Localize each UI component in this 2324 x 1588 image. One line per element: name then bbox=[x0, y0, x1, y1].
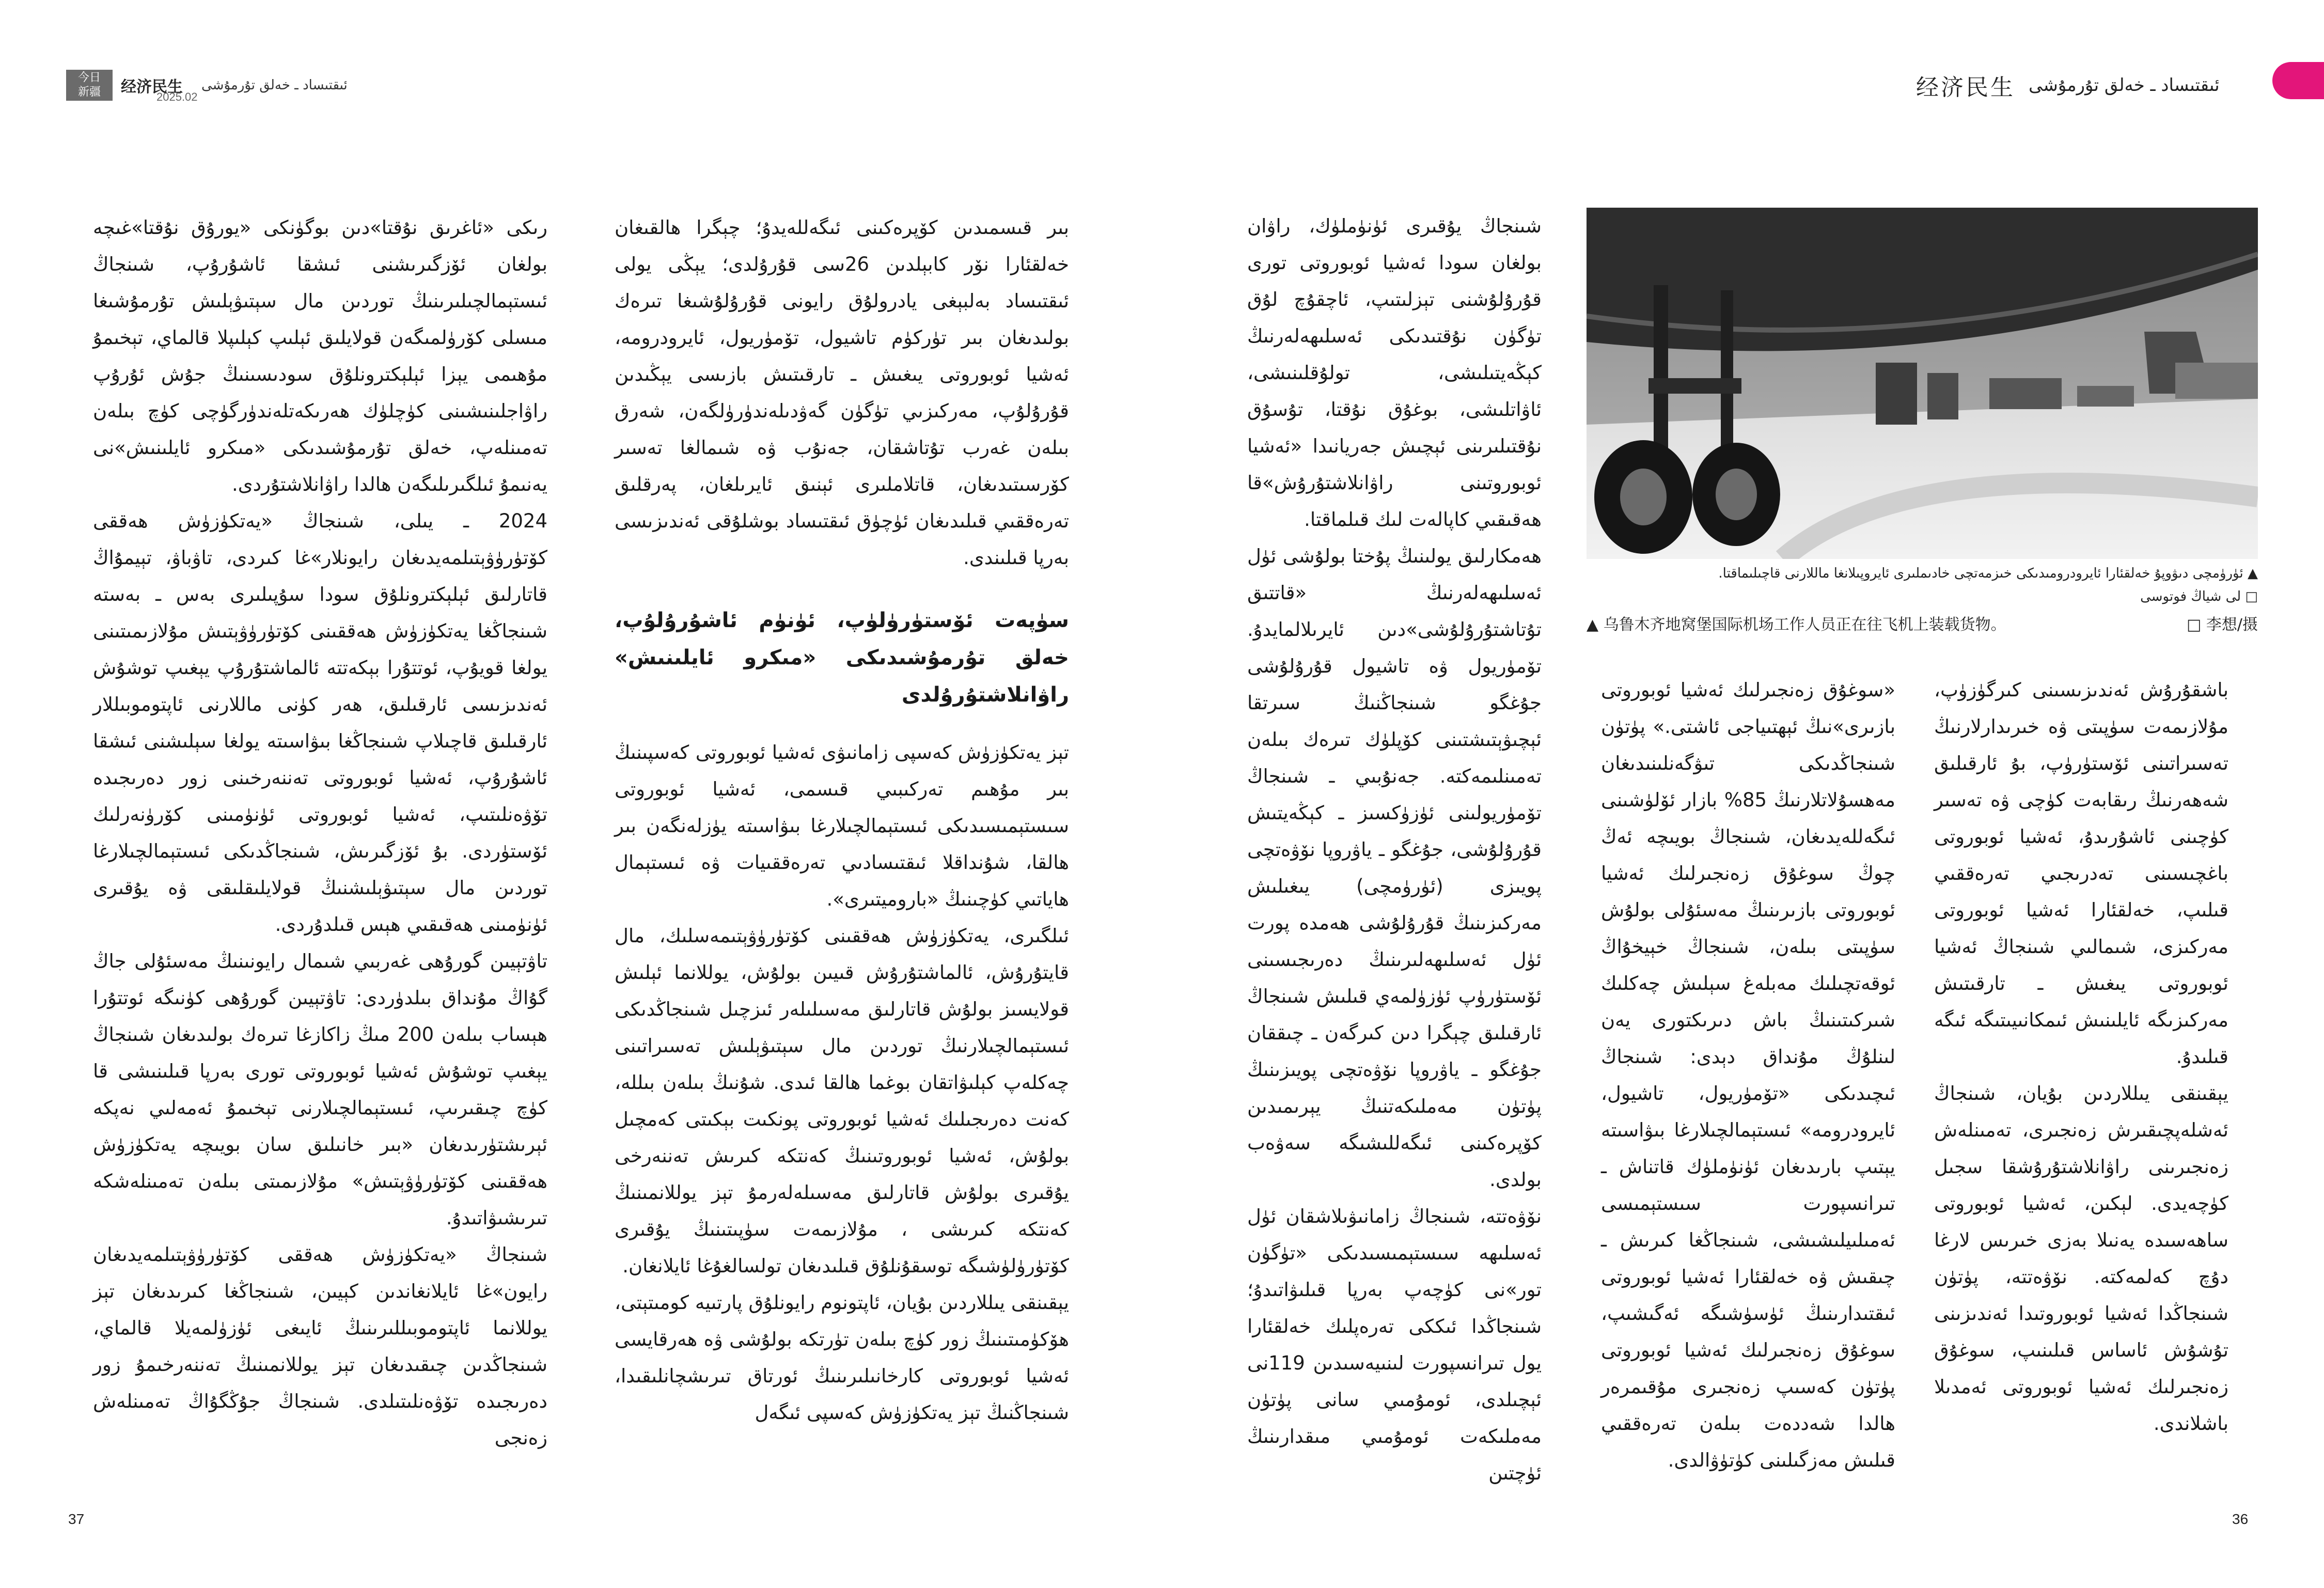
paragraph: 2024 ـ يىلى، شىنجاڭ «يەتكۈزۈش ھەققى كۆتۈرۈۋېتىلمەيدىغان رايونلار»غا كىردى، تاۋباۋ، تېيمۇاڭ قاتارلىق ئېلېكترونلۇق سودا سۇپىلىرى بەس ـ بەستە شىنجاڭغا يەتكۈزۈش ھەققىنى كۆتۈرۈۋېتىش مۇلازىمىتىنى يولغا قويۇپ، ئوتتۇرا بېكەتتە ئالماشتۇرۇپ يېغىپ توشۇش ئەندىزىسى ئارقىلىق، ھەر كۈنى ماللارنى ئاپتوموبىللار ئارقىلىق قاچىلاپ شىنجاڭغا بىۋاسىتە يولغا سېلىشنى ئىشقا ئاشۇرۇپ، ئەشيا ئوبوروتى تەننەرخىنى زور دەرىجىدە تۆۋەنلىتىپ، ئەشيا ئوبوروتى ئۈنۈمىنى كۆرۈنەرلىك ئۆستۈردى. بۇ ئۆزگىرىش، شىنجاڭدىكى ئىستېمالچىلارغا توردىن مال سېتىۋېلىشنىڭ قولايلىقلىقى ۋە يۇقىرى ئۈنۈمىنى ھەقىقىي ھېس قىلدۇردى. bbox=[93, 510, 547, 936]
paragraph: تاۋتېيىن گورۇھى غەربىي شىمال رايونىنىڭ مەسئۇلى جاڭ گۇاڭ مۇنداق بىلدۈردى: تاۋتېيىن گورۇھى كۈنىگە ئوتتۇرا ھېساب بىلەن 200 مىڭ زاكازغا تىرەك بولىدىغان شىنجاڭ يېغىپ توشۇش ئەشيا ئوبوروتى تورى بەرپا قىلىنىشى قا كۈچ چىقىرىپ، ئىستېمالچىلارنى تېخىمۇ ئەمەلىي نەپكە ئېرىشتۈرىدىغان «بىر خانىلىق سان بويىچە يەتكۈزۈش ھەققىنى كۆتۈرۈۋېتىش» مۇلازىمىتى بىلەن تەمىنلەشكە تىرىشىۋاتىدۇ. bbox=[93, 950, 547, 1229]
paragraph: نۆۋەتتە، شىنجاڭ زامانىۋىلاشقان ئۈل ئەسلىھە سىستېمىسىدىكى «تۈگۈن تور»نى كۈچەپ بەرپا قىلىۋاتىدۇ؛ شىنجاڭدا ئىككى تەرەپلىك خەلقئارا يول تىرانسپورت لىنىيەسىدىن 119نى ئېچىلدى، ئومۇمىي سانى پۈتۈن مەملىكەت ئومۇمىي مىقدارىنىڭ ئۈچتىن bbox=[1247, 1205, 1542, 1484]
magazine-logo-line2: 新疆 bbox=[77, 86, 101, 99]
paragraph: ئىلگىرى، يەتكۈزۈش ھەققىنى كۆتۈرۈۋېتىمەسلىك، مال قايتۇرۇش، ئالماشتۇرۇش قىيىن بولۇش، يوللانما ئېلىش قولايسىز بولۇش قاتارلىق مەسىلىلەر ئىزچىل شىنجاڭدىكى ئىستېمالچىلارنىڭ توردىن مال سېتىۋېلىش تەسىراتىنى چەكلەپ كېلىۋاتقان بوغما ھالقا ئىدى. شۇنىڭ بىلەن بىللە، كەنت دەرىجىلىك ئەشيا ئوبوروتى پونكىت بېكىتى كەمچىل بولۇش، ئەشيا ئوبوروتىنىڭ كەنتكە كىرىش تەننەرخى يۇقىرى بولۇش قاتارلىق مەسىلەلەرمۇ تېز يوللانمىنىڭ كەنتكە كىرىشى ، مۇلازىمەت سۈپىتىنىڭ يۇقىرى كۆتۈرۈلۈشىگە توسقۇنلۇق قىلىدىغان تولسالغۇغا ئايلانغان. bbox=[615, 925, 1069, 1277]
paragraph: باشقۇرۇش ئەندىزىسىنى كىرگۈزۈپ، مۇلازىمەت سۈپىتى ۋە خىرىدارلارنىڭ تەسىراتىنى ئۆستۈرۈپ، بۇ ئارقىلىق شەھەرنىڭ رىقابەت كۈچى ۋە تەسىر كۈچىنى ئاشۇرىدۇ، ئەشيا ئوبوروتى باغچىسىنى تەدرىجىي تەرەققىي قىلىپ، خەلقئارا ئەشيا ئوبوروتى مەركىزى، شىمالىي شىنجاڭ ئەشيا ئوبوروتى يىغىش ـ تارقىتىش مەركىزىگە ئايلىنىش ئىمكانىيىتىگە ئىگە قىلىدۇ. bbox=[1934, 679, 2228, 1068]
paragraph: يېقىنقى يىللاردىن بۇيان، شىنجاڭ ئەشلەپچىقىرش زەنجىرى، تەمىنلەش زەنجىرىنى راۋانلاشتۇرۇشقا سجىل كۈچەيدى. لېكىن، ئەشيا ئوبوروتى ساھەسىدە يەنىلا بەزى خىرىس لارغا دۇچ كەلمەكتە. نۆۋەتتە، پۈتۈن شىنجاڭدا ئەشيا ئوبوروتىدا ئەندىزىنى تۇشۇش ئاساس قىلىنىپ، سوغۇق زەنجىرلىك ئەشيا ئوبوروتى ئەمدىلا باشلاندى. bbox=[1934, 1082, 2228, 1435]
airport-cargo-photo bbox=[1587, 208, 2258, 559]
left-page-column-1 bbox=[615, 209, 1069, 1431]
right-page-column-3 bbox=[1934, 672, 2228, 1442]
paragraph: بىر قىسمىدىن كۆپرەكىنى ئىگەللەيدۇ؛ چېگرا ھالقىغان خەلقئارا نۆر كابېلدىن 26سى قۇرۇلدى؛ يېڭى يولى ئىقتىساد بەلبېغى يادرولۇق رايونى قۇرۇلۇشىغا تىرەك بولىدىغان بىر تۈركۈم تاشيول، تۆمۈريول، ئايرودرومە، ئەشيا ئوبوروتى يىغىش ـ تارقىتىش بازىسى يېڭىدىن قۇرۇلۇپ، مەركىزىي تۈگۈن گەۋدىلەندۈرۈلگەن، شەرق بىلەن غەرب تۇتاشقان، جەنۇب ۋە شىمالغا تەسىر كۆرسىتىدىغان، قاتلاملىرى ئېنىق ئايرىلغان، پەرقلىق تەرەققىي قىلىدىغان ئۈچۈق ئىقتىساد بوشلۇقى ئەندىزىسى بەرپا قىلىندى. bbox=[615, 216, 1069, 569]
paragraph: شىنجاڭ يۇقىرى ئۈنۈملۈك، راۋان بولغان سودا ئەشيا ئوبوروتى تورى قۇرۇلۇشنى تېزلىتىپ، ئاچقۇچ لۇق تۈگۈن نۇقتىدىكى ئەسلىھەلەرنىڭ كېڭەيتىلىشى، تولۇقلىنىشى، ئاۋاتلىشى، بوغۇق نۇقتا، تۇسۇق نۇقتىلىرىنى ئېچىش جەريانىدا «ئەشيا ئوبوروتىنى راۋانلاشتۇرۇش»قا ھەقىقىي كاپالەت لىك قىلماقتا. bbox=[1247, 215, 1542, 531]
left-page-column-2 bbox=[93, 209, 547, 1456]
paragraph: «سوغۇق زەنجىرلىك ئەشيا ئوبوروتى بازىرى»نىڭ ئېھتىياجى ئاشتى.» پۈتۈن شىنجاڭدىكى تىۋگەنلىنىدىغان مەھسۇلاتلارنىڭ 85% بازار ئۆلۈشىنى ئىگەللەيدىغان، شىنجاڭ بويىچە ئەڭ چوڭ سوغۇق زەنجىرلىك ئەشيا ئوبوروتى بازىرىنىڭ مەسئۇلى بولۇش سۈپىتى بىلەن، شىنجاڭ خېيخۇاڭ ئوقەتچىلىك مەبلەغ سېلىش چەكلىك شىركىتىنىڭ باش دىرىكتورى يەن لىنلۇڭ مۇنداق دېدى: شىنجاڭ ئىچىدىكى «تۆمۈريول، تاشيول، ئايرودرومە» ئىستېمالچىلارغا بىۋاسىتە يېتىپ بارىدىغان ئۈنۈملۈك قاتناش ـ تىرانسپورت سىستېمىسى ئەمىلىيلىشىشى، شىنجاڭغا كىرىش ـ چىقىش ۋە خەلقئارا ئەشيا ئوبوروتى ئىقتىدارىنىڭ ئۈسۈشىگە ئەگىشىپ، سوغۇق زەنجىرلىك ئەشيا ئوبوروتى پۈتۈن كەسىپ زەنجىرى مۇقىمرەر ھالدا شەددەت بىلەن تەرەققىي قىلىش مەزگىلىنى كۈتۈۋالدى. bbox=[1601, 679, 1895, 1471]
page-number-right: 36 bbox=[2232, 1511, 2249, 1527]
photo-illustration bbox=[1587, 208, 2258, 559]
right-page-column-2 bbox=[1601, 672, 1895, 1478]
section-color-tab bbox=[2272, 62, 2324, 99]
magazine-logo bbox=[66, 70, 113, 101]
magazine-logo-line1: 今日 bbox=[77, 71, 101, 84]
photo-credit-ug: □ لى شياڭ فوتوسى bbox=[2140, 589, 2258, 604]
paragraph: شىنجاڭ «يەتكۈزۈش ھەققى كۆتۈرۈۋېتىلمەيدىغان رايون»غا ئايلانغاندىن كېيىن، شىنجاڭغا كىرىدىغان تېز يوللانما ئاپتوموبىللىرىنىڭ ئايىغى ئۈزۈلمەيلا قالماي، شىنجاڭدىن چىقىدىغان تېز يوللانمىنىڭ تەننەرخىمۇ زور دەرىجىدە تۆۋەنلىتىلدى. شىنجاڭ جۇڭگۇاڭ تەمىنلەش زەنجى bbox=[93, 1243, 547, 1449]
right-page-column-1 bbox=[1247, 208, 1542, 1491]
issue-date: 2025.02 bbox=[156, 90, 198, 103]
section-heading: سۈپەت ئۆستۈرۈلۈپ، ئۈنۈم ئاشۇرۇلۇپ، خەلق تۇرمۇشىدىكى «مىكرو ئايلىنىش» راۋانلاشتۇرۇلدى bbox=[615, 609, 1069, 707]
photo-credit-cn: □ 李想/摄 bbox=[2187, 616, 2258, 634]
photo-caption-cn-row bbox=[1587, 615, 2258, 635]
paragraph: رىكى «ئاغرىق نۇقتا»دىن بوگۈنكى «يورۇق نۇقتا»غىچە بولغان ئۆزگىرىشنى ئىشقا ئاشۇرۇپ، شىنجاڭ ئىستېمالچىلىرىنىڭ توردىن مال سېتىۋېلىش تۇرمۇشىغا مىسلى كۆرۈلمىگەن قولايلىق ئېلىپ كېلىپلا قالماي، تېخىمۇ مۇھىمى يېزا ئېلېكترونلۇق سودىسىنىڭ جۇش ئۇرۇپ راۋاجلىنىشىنى كۈچلۈك ھەرىكەتلەندۈرگۈچى كۈچ بىلەن تەمىنلەپ، خەلق تۇرمۇشىدىكى «مىكرو ئايلىنىش»نى يەنىمۇ ئىلگىرىلىگەن ھالدا راۋانلاشتۇردى. bbox=[93, 216, 547, 495]
photo-caption-ug: ▲ ئۈرۈمچى دىۋوپۇ خەلقئارا ئايرودرومىدىكى خىزمەتچى خادىملىرى ئايروپىلانغا ماللارنى قاچىلىماقتا. bbox=[1718, 566, 2258, 581]
photo-caption-cn: ▲ 乌鲁木齐地窝堡国际机场工作人员正在往飞机上装载货物。 bbox=[1587, 616, 2006, 634]
section-title-cn: 经济民生 bbox=[121, 78, 183, 96]
paragraph: تېز يەتكۈزۈش كەسپى زامانىۋى ئەشيا ئوبوروتى كەسپىنىڭ بىر مۇھىم تەركىبىي قىسمى، ئەشيا ئوبوروتى سىستېمىسىدىكى ئىستېمالچىلارغا بىۋاسىتە يۈزلەنگەن بىر ھالقا، شۇنداقلا ئىقتىسادىي تەرەققىيات ۋە ئىستېمال ھاياتىي كۈچىنىڭ «باروميتىرى». bbox=[615, 741, 1069, 910]
right-page-header bbox=[1916, 67, 2220, 103]
paragraph: يېقىنقى يىللاردىن بۇيان، ئاپتونوم رايونلۇق پارتىيە كومىتېتى، ھۆكۈمىتىنىڭ زور كۈچ بىلەن تۈرتكە بولۇشى ۋە ھەرقايسى ئەشيا ئوبوروتى كارخانىلىرىنىڭ ئورتاق تىرىشچانلىقىدا، شىنجاڭنىڭ تېز يەتكۈزۈش كەسپى ئىگەل bbox=[615, 1291, 1069, 1424]
paragraph: ھەمكارلىق يولىنىڭ پۇختا بولۇشى ئۈل ئەسلىھەلەرنىڭ «قاتتىق تۇتاشتۇرۇلۇشى»دىن ئايرىلالمايدۇ. تۆمۈريول ۋە تاشيول قۇرۇلۇشى جۇغگو شىنجاڭنىڭ سىرتقا ئېچىۋېتىشتىنى كۆپلۈك تىرەك بىلەن تەمىنلىمەكتە. جەنۇبىي ـ شىنجاڭ تۆمۈريولىنى ئۈزۈكسىز ـ كېڭەيتىش قۇرۇلۇشى، جۇغگو ـ ياۋروپا نۆۋەتچى پويىزى (ئۈرۈمچى) يىغىلىش مەركىزىنىڭ قۇرۇلۇشى ھەمدە پورت ئۈل ئەسلىھەلىرىنىڭ دەرىجىسىنى ئۆستۈرۈپ ئۈزۈلمەي قىلىش شىنجاڭ ئارقىلىق چېگرا دىن كىرگەن ـ چىققان جۇغگو ـ ياۋروپا نۆۋەتچى پويىزىنىڭ پۈتۈن مەملىكەتنىڭ يېرىمىدىن كۆپرەكىنى ئىگەللىشىگە سەۋەب بولدى. bbox=[1247, 545, 1542, 1191]
page-number-left: 37 bbox=[68, 1511, 85, 1527]
left-page-header bbox=[66, 70, 348, 101]
section-title-cn-large: 经济民生 bbox=[1916, 74, 2015, 101]
section-title-ug: ئىقتىساد ـ خەلق تۇرمۇشى bbox=[201, 77, 348, 93]
section-title-ug-large: ئىقتىساد ـ خەلق تۇرمۇشى bbox=[2029, 75, 2220, 96]
